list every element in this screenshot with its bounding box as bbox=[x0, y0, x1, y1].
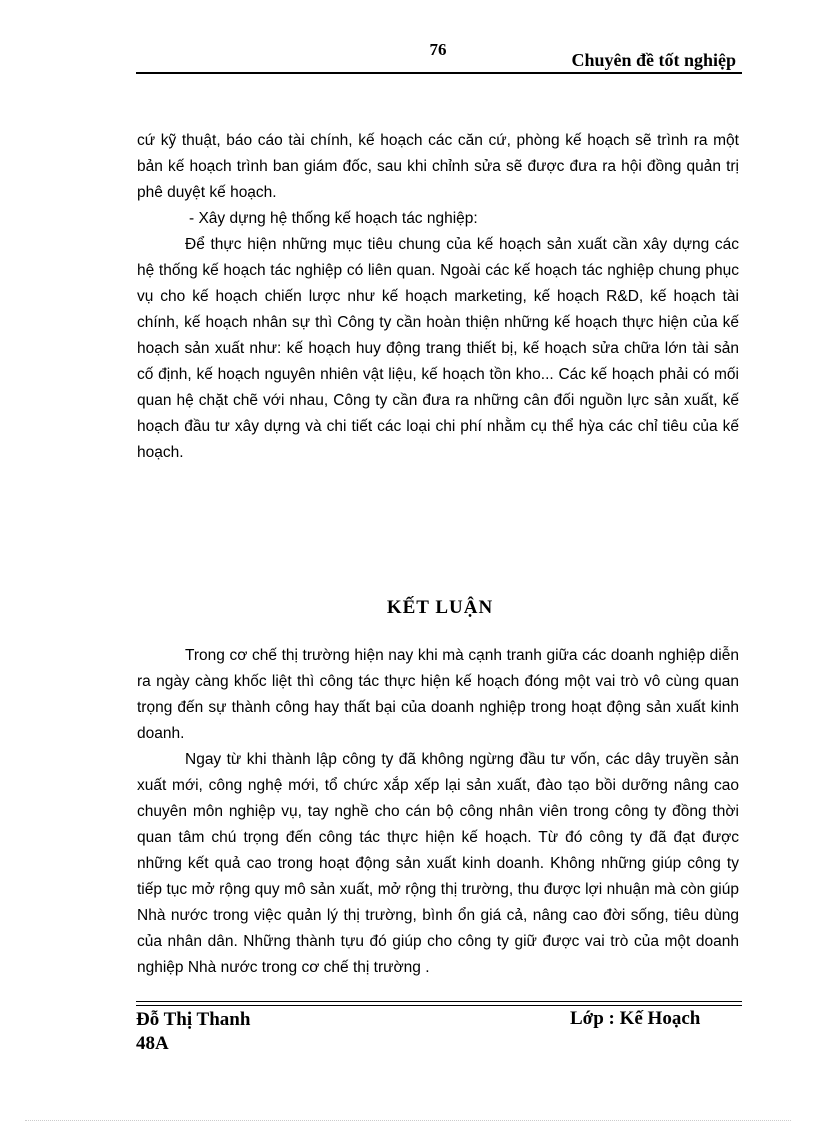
paragraph: Ngay từ khi thành lập công ty đã không ngừng đầu tư vốn, các dây truyền sản xuất mới, công nghệ mới, tổ chức xắp xếp lại sản xuất, đào tạo bồi dưỡng nâng cao chuyên môn nghiệp vụ, tay nghề cho cán bộ công nhân viên trong công ty đồng thời quan tâm chú trọng đến công tác thực hiện kế hoạch. Từ đó công ty đã đạt được những kết quả cao trong hoạt động sản xuất kinh doanh. Không những giúp công ty tiếp tục mở rộng quy mô sản xuất, mở rộng thị trường, thu được lợi nhuận mà còn giúp Nhà nước trong việc quản lý thị trường, bình ổn giá cả, nâng cao đời sống, tiêu dùng của nhân dân. Những thành tựu đó giúp cho công ty giữ được vai trò của một doanh nghiệp Nhà nước trong cơ chế thị trường . bbox=[137, 751, 739, 976]
paragraph: Trong cơ chế thị trường hiện nay khi mà cạnh tranh giữa các doanh nghiệp diễn ra ngày càng khốc liệt thì công tác thực hiện kế hoạch đóng một vai trò vô cùng quan trọng đến sự thành công hay thất bại của doanh nghiệp trong hoạt động sản xuất kinh doanh. bbox=[137, 647, 739, 742]
footer-rule bbox=[136, 1005, 742, 1006]
page-number: 76 bbox=[429, 40, 447, 59]
header-rule bbox=[136, 72, 742, 74]
author-name bbox=[136, 1008, 250, 1056]
section-body-text bbox=[137, 128, 739, 466]
conclusion-heading: KẾT LUẬN bbox=[386, 597, 494, 618]
paragraph: cứ kỹ thuật, báo cáo tài chính, kế hoạch các căn cứ, phòng kế hoạch sẽ trình ra một bản kế hoạch trình ban giám đốc, sau khi chỉnh sửa sẽ được đưa ra hội đồng quản trị phê duyệt kế hoạch. bbox=[137, 132, 739, 201]
running-title: Chuyên đề tốt nghiệp bbox=[571, 50, 736, 70]
class-label: Lớp : Kế Hoạch bbox=[570, 1008, 701, 1029]
paragraph: Để thực hiện những mục tiêu chung của kế hoạch sản xuất cần xây dựng các hệ thống kế hoạch tác nghiệp có liên quan. Ngoài các kế hoạch tác nghiệp chung phục vụ cho kế hoạch chiến lược như kế hoạch marketing, kế hoạch R&D, kế hoạch tài chính, kế hoạch nhân sự thì Công ty cần hoàn thiện những kế hoạch thực hiện của kế hoạch sản xuất như: kế hoạch huy động trang thiết bị, kế hoạch sửa chữa lớn tài sản cố định, kế hoạch nguyên nhiên vật liệu, kế hoạch tồn kho... Các kế hoạch phải có mối quan hệ chặt chẽ với nhau, Công ty cần đưa ra những cân đối nguồn lực sản xuất, kế hoạch đầu tư xây dựng và chi tiết các loại chi phí nhằm cụ thể hỳa các chỉ tiêu của kế hoạch. bbox=[137, 236, 739, 461]
author-line: Đỗ Thị Thanh bbox=[136, 1009, 251, 1030]
page-edge bbox=[25, 1120, 791, 1121]
author-class-code: 48A bbox=[136, 1033, 169, 1054]
footer-rule bbox=[136, 1001, 742, 1002]
subheading-item: - Xây dựng hệ thống kế hoạch tác nghiệp: bbox=[189, 210, 478, 227]
conclusion-body-text bbox=[137, 643, 739, 981]
